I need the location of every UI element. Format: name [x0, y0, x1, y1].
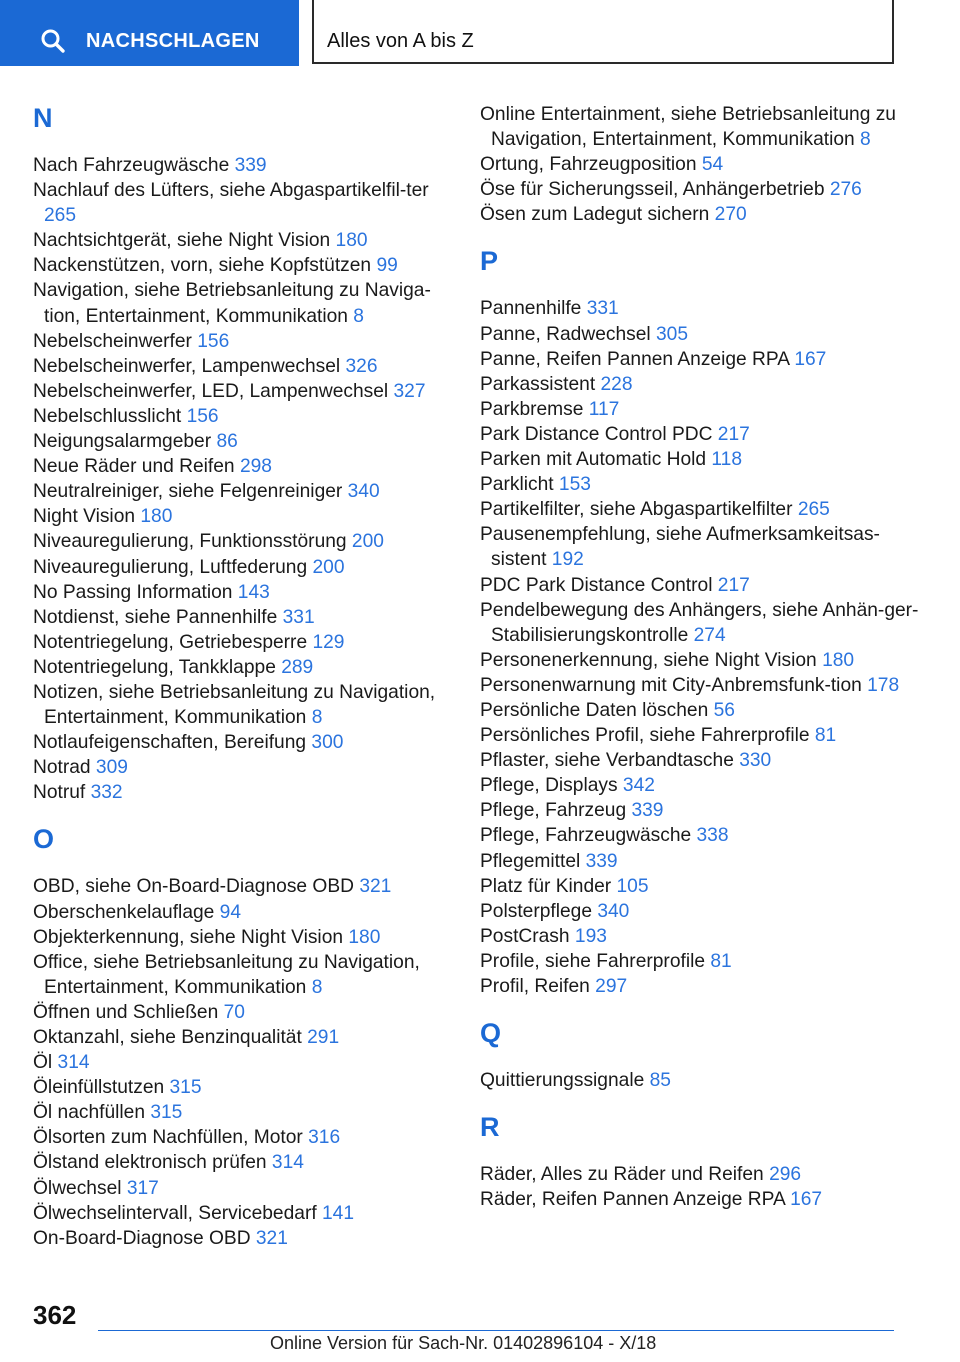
index-entry-list: [33, 874, 453, 1250]
index-entry: [33, 630, 453, 655]
index-entry: [480, 1162, 920, 1187]
entry-page-link[interactable]: 180: [348, 926, 381, 948]
entry-term: Notruf: [33, 782, 91, 804]
index-letter-r: R: [480, 1112, 500, 1143]
entry-term: Parklicht: [480, 474, 559, 496]
entry-term: Ölsorten zum Nachfüllen, Motor: [33, 1127, 309, 1149]
entry-page-link[interactable]: 265: [44, 205, 77, 227]
index-entry: [33, 404, 453, 429]
entry-term: Ölstand elektronisch prüfen: [33, 1152, 272, 1174]
index-entry: [33, 1000, 453, 1025]
entry-term: Park Distance Control PDC: [480, 423, 718, 445]
entry-term: Öl nachfüllen: [33, 1102, 151, 1124]
entry-term: Partikelfilter, siehe Abgaspartikelfilter: [480, 499, 798, 521]
index-entry: [33, 780, 453, 805]
index-entry: [480, 472, 920, 497]
index-letter-n: N: [33, 103, 53, 133]
entry-page-link[interactable]: 291: [307, 1027, 340, 1048]
entry-page-link[interactable]: 326: [345, 355, 378, 377]
index-entry: [480, 874, 920, 899]
entry-term: Öl: [33, 1052, 58, 1074]
index-entry: [33, 529, 453, 554]
entry-term: Öleinfüllstutzen: [33, 1077, 170, 1099]
index-entry: [33, 680, 453, 730]
index-entry: [33, 454, 453, 479]
entry-page-link[interactable]: 129: [312, 631, 345, 653]
index-entry: [33, 1075, 453, 1100]
entry-page-link[interactable]: 153: [558, 474, 591, 496]
entry-page-link[interactable]: 332: [90, 782, 123, 804]
entry-term: Pendelbewegung des Anhängers, siehe Anhän-ger-Stabilisierungskontrolle: [480, 599, 919, 646]
entry-page-link[interactable]: 200: [312, 556, 345, 578]
entry-page-link[interactable]: 315: [150, 1102, 183, 1124]
entry-page-link[interactable]: 342: [622, 775, 655, 797]
entry-term: Notdienst, siehe Pannenhilfe: [33, 606, 283, 628]
index-entry: [33, 479, 453, 504]
entry-term: Neigungsalarmgeber: [33, 431, 217, 453]
index-entry-list: [33, 153, 453, 805]
index-entry: [33, 354, 453, 379]
entry-page-link[interactable]: 315: [169, 1077, 202, 1099]
entry-page-link[interactable]: 274: [693, 624, 726, 646]
entry-page-link[interactable]: 167: [794, 348, 827, 370]
index-entry: [480, 296, 920, 321]
entry-term: Notizen, siehe Betriebsanleitung zu Navigation, Entertainment, Kommunikation: [33, 681, 436, 729]
entry-term: Panne, Reifen Pannen Anzeige RPA: [480, 348, 795, 370]
index-entry: [33, 1025, 453, 1050]
entry-page-link[interactable]: 289: [281, 656, 314, 678]
entry-term: Navigation, siehe Betriebsanleitung zu Naviga-tion, Entertainment, Kommunikation: [33, 280, 431, 327]
index-entry: [33, 555, 453, 580]
entry-page-link[interactable]: 300: [311, 732, 344, 754]
index-entry: [33, 153, 453, 178]
entry-term: Niveauregulierung, Funktionsstörung: [33, 531, 352, 553]
entry-page-link[interactable]: 70: [223, 1001, 245, 1023]
index-entry: [480, 177, 920, 202]
tab-label: NACHSCHLAGEN: [86, 30, 260, 52]
index-letter-o: O: [33, 824, 55, 855]
entry-page-link[interactable]: 81: [710, 950, 732, 972]
entry-term: Neue Räder und Reifen: [33, 456, 240, 478]
entry-page-link[interactable]: 192: [551, 549, 584, 571]
footer-divider: [98, 1330, 894, 1331]
index-entry: [33, 925, 453, 950]
entry-page-link[interactable]: 105: [616, 875, 649, 897]
entry-page-link[interactable]: 270: [714, 204, 747, 226]
index-entry-list: [480, 1068, 920, 1093]
entry-term: Parkassistent: [480, 373, 601, 395]
index-entry: [480, 698, 920, 723]
entry-term: OBD, siehe On-Board-Diagnose OBD: [33, 876, 360, 898]
entry-page-link[interactable]: 296: [769, 1164, 802, 1186]
entry-term: Notlaufeigenschaften, Bereifung: [33, 732, 312, 754]
index-entry: [480, 202, 920, 227]
entry-page-link[interactable]: 265: [797, 499, 830, 521]
index-entry: [33, 504, 453, 529]
entry-term: Nebelscheinwerfer, LED, Lampenwechsel: [33, 380, 394, 402]
entry-page-link[interactable]: 340: [347, 481, 380, 503]
entry-term: Profil, Reifen: [480, 976, 596, 997]
entry-page-link[interactable]: 298: [239, 456, 272, 478]
entry-page-link[interactable]: 81: [814, 725, 837, 747]
index-entry: [33, 178, 453, 228]
index-entry: [480, 748, 920, 773]
index-entry: [480, 573, 920, 598]
entry-page-link[interactable]: 339: [631, 800, 664, 822]
entry-page-link[interactable]: 86: [216, 431, 238, 453]
index-entry: [480, 648, 920, 673]
entry-term: On-Board-Diagnose OBD: [33, 1227, 256, 1249]
entry-term: Personenwarnung mit City-Anbremsfunk-tion: [480, 674, 868, 696]
index-column-left: [33, 102, 453, 1251]
entry-page-link[interactable]: 8: [353, 305, 364, 327]
entry-term: Pflege, Displays: [480, 775, 623, 797]
entry-term: Nebelschlusslicht: [33, 405, 187, 427]
entry-page-link[interactable]: 99: [376, 255, 398, 277]
entry-page-link[interactable]: 8: [311, 976, 323, 998]
entry-page-link[interactable]: 327: [393, 380, 426, 402]
entry-term: Nach Fahrzeugwäsche: [33, 155, 235, 176]
entry-page-link[interactable]: 338: [696, 825, 729, 847]
index-entry: [480, 899, 920, 924]
index-entry: [480, 347, 920, 372]
entry-term: Pflaster, siehe Verbandtasche: [480, 750, 740, 772]
index-entry: [33, 253, 453, 278]
index-entry: [33, 950, 453, 1000]
index-entry: [480, 422, 920, 447]
index-entry: [480, 447, 920, 472]
entry-page-link[interactable]: 331: [586, 298, 619, 320]
entry-term: Nebelscheinwerfer, Lampenwechsel: [33, 355, 346, 377]
entry-term: Pflegemittel: [480, 850, 586, 872]
entry-term: Persönliches Profil, siehe Fahrerprofile: [480, 725, 815, 747]
entry-term: Notentriegelung, Getriebesperre: [33, 631, 313, 653]
index-entry: [480, 924, 920, 949]
entry-page-link[interactable]: 180: [335, 230, 368, 252]
entry-page-link[interactable]: 118: [711, 449, 743, 471]
search-icon: [40, 28, 66, 54]
index-entry: [33, 874, 453, 899]
entry-term: Platz für Kinder: [480, 875, 617, 897]
index-entry: [480, 397, 920, 422]
entry-page-link[interactable]: 321: [255, 1227, 288, 1249]
index-entry: [480, 798, 920, 823]
entry-term: Nebelscheinwerfer: [33, 330, 198, 352]
index-entry: [480, 497, 920, 522]
index-letter-p: P: [480, 246, 499, 277]
entry-page-link[interactable]: 178: [867, 674, 900, 696]
index-entry: [33, 730, 453, 755]
index-entry: [480, 723, 920, 748]
entry-page-link[interactable]: 85: [649, 1070, 671, 1092]
entry-term: Pflege, Fahrzeug: [480, 800, 632, 822]
entry-term: Objekterkennung, siehe Night Vision: [33, 926, 349, 948]
entry-page-link[interactable]: 297: [595, 976, 628, 997]
entry-term: Räder, Alles zu Räder und Reifen: [480, 1164, 770, 1186]
index-entry: [33, 329, 453, 354]
entry-term: Pflege, Fahrzeugwäsche: [480, 825, 697, 847]
index-entry-list: [480, 1162, 920, 1212]
entry-page-link[interactable]: 8: [311, 707, 323, 729]
entry-term: Oktanzahl, siehe Benzinqualität: [33, 1027, 308, 1048]
entry-term: Polsterpflege: [480, 900, 598, 922]
index-letter-q: Q: [480, 1018, 502, 1049]
entry-page-link[interactable]: 276: [829, 179, 862, 201]
entry-page-link[interactable]: 56: [713, 699, 735, 721]
entry-page-link[interactable]: 167: [790, 1189, 823, 1211]
index-entry: [33, 1050, 453, 1075]
section-title-box: [312, 0, 894, 64]
entry-page-link[interactable]: 339: [234, 155, 267, 176]
index-entry: [33, 278, 453, 328]
index-entry: [480, 372, 920, 397]
entry-term: Notentriegelung, Tankklappe: [33, 656, 282, 678]
entry-term: Parkbremse: [480, 398, 589, 420]
entry-term: PDC Park Distance Control: [480, 574, 718, 596]
entry-term: Pausenempfehlung, siehe Aufmerksamkeitsas-sistent: [480, 524, 880, 571]
entry-term: Ösen zum Ladegut sichern: [480, 204, 715, 226]
index-entry: [480, 598, 920, 648]
entry-page-link[interactable]: 117: [588, 398, 620, 420]
entry-page-link[interactable]: 180: [140, 506, 173, 528]
entry-term: Neutralreiniger, siehe Felgenreiniger: [33, 481, 348, 503]
entry-term: Ölwechselintervall, Servicebedarf: [33, 1202, 323, 1224]
entry-term: Parken mit Automatic Hold: [480, 449, 712, 471]
entry-page-link[interactable]: 200: [351, 531, 384, 553]
entry-page-link[interactable]: 94: [219, 901, 242, 923]
entry-page-link[interactable]: 143: [237, 581, 270, 603]
index-entry: [33, 1176, 453, 1201]
index-entry: [33, 379, 453, 404]
entry-term: Ölwechsel: [33, 1177, 127, 1199]
entry-page-link[interactable]: 217: [717, 423, 750, 445]
index-entry: [33, 755, 453, 780]
index-entry: [480, 949, 920, 974]
entry-page-link[interactable]: 339: [585, 850, 618, 872]
entry-page-link[interactable]: 314: [271, 1152, 304, 1174]
entry-term: No Passing Information: [33, 581, 238, 603]
entry-page-link[interactable]: 316: [308, 1127, 341, 1149]
index-entry-list: [480, 102, 920, 227]
index-entry: [480, 773, 920, 798]
entry-term: Nachtsichtgerät, siehe Night Vision: [33, 230, 336, 252]
entry-term: Night Vision: [33, 506, 141, 528]
index-entry: [33, 429, 453, 454]
index-entry: [33, 228, 453, 253]
entry-term: Quittierungssignale: [480, 1070, 650, 1092]
tab-nachschlagen[interactable]: [0, 0, 299, 66]
entry-page-link[interactable]: 331: [282, 606, 315, 628]
section-title: Alles von A bis Z: [327, 30, 474, 52]
index-entry: [480, 152, 920, 177]
index-entry: [33, 1226, 453, 1251]
entry-page-link[interactable]: 330: [739, 750, 772, 772]
index-entry: [480, 322, 920, 347]
index-entry: [33, 1201, 453, 1226]
entry-page-link[interactable]: 156: [197, 330, 230, 352]
entry-page-link[interactable]: 340: [597, 900, 630, 922]
entry-page-link[interactable]: 54: [701, 154, 724, 176]
entry-page-link[interactable]: 156: [186, 405, 219, 427]
entry-term: Oberschenkelauflage: [33, 901, 220, 923]
index-entry: [33, 900, 453, 925]
index-entry-list: [480, 296, 920, 999]
index-entry: [33, 580, 453, 605]
page-number: 362: [33, 1300, 77, 1330]
index-entry: [480, 1187, 920, 1212]
entry-term: Räder, Reifen Pannen Anzeige RPA: [480, 1189, 791, 1211]
entry-term: Office, siehe Betriebsanleitung zu Navigation, Entertainment, Kommunikation: [33, 951, 420, 998]
entry-term: Öffnen und Schließen: [33, 1001, 224, 1023]
index-entry: [33, 1150, 453, 1175]
entry-page-link[interactable]: 217: [717, 574, 750, 596]
entry-page-link[interactable]: 305: [656, 323, 689, 345]
entry-page-link[interactable]: 309: [95, 757, 128, 779]
index-entry: [480, 823, 920, 848]
index-entry: [33, 655, 453, 680]
entry-term: Notrad: [33, 757, 96, 779]
entry-page-link[interactable]: 141: [322, 1202, 355, 1224]
entry-term: PostCrash: [480, 925, 575, 947]
entry-page-link[interactable]: 228: [600, 373, 633, 395]
entry-term: Pannenhilfe: [480, 298, 587, 320]
index-column-right: [480, 102, 920, 1212]
index-entry: [33, 1125, 453, 1150]
index-entry: [480, 1068, 920, 1093]
index-entry: [480, 673, 920, 698]
entry-page-link[interactable]: 321: [359, 876, 392, 898]
entry-term: Profile, siehe Fahrerprofile: [480, 950, 711, 972]
online-version-text: Online Version für Sach-Nr. 01402896104 - X/18: [270, 1333, 657, 1353]
entry-term: Nackenstützen, vorn, siehe Kopfstützen: [33, 255, 377, 277]
entry-page-link[interactable]: 314: [57, 1052, 90, 1074]
entry-term: Nachlauf des Lüfters, siehe Abgaspartikelfil-ter: [33, 180, 429, 202]
entry-term: Panne, Radwechsel: [480, 323, 656, 345]
entry-page-link[interactable]: 193: [574, 925, 607, 947]
entry-term: Persönliche Daten löschen: [480, 699, 714, 721]
index-entry: [33, 605, 453, 630]
entry-page-link[interactable]: 8: [860, 129, 871, 151]
index-entry: [480, 522, 920, 572]
index-entry: [480, 102, 920, 152]
entry-page-link[interactable]: 180: [822, 649, 855, 671]
entry-term: Personenerkennung, siehe Night Vision: [480, 649, 823, 671]
index-entry: [480, 849, 920, 874]
index-entry: [480, 974, 920, 999]
entry-term: Ortung, Fahrzeugposition: [480, 154, 702, 176]
entry-term: Öse für Sicherungsseil, Anhängerbetrieb: [480, 179, 830, 201]
entry-page-link[interactable]: 317: [126, 1177, 159, 1199]
index-entry: [33, 1100, 453, 1125]
entry-term: Niveauregulierung, Luftfederung: [33, 556, 313, 578]
entry-term: Online Entertainment, siehe Betriebsanleitung zu Navigation, Entertainment, Kommunikation: [480, 104, 896, 151]
header-bar: [0, 0, 960, 66]
